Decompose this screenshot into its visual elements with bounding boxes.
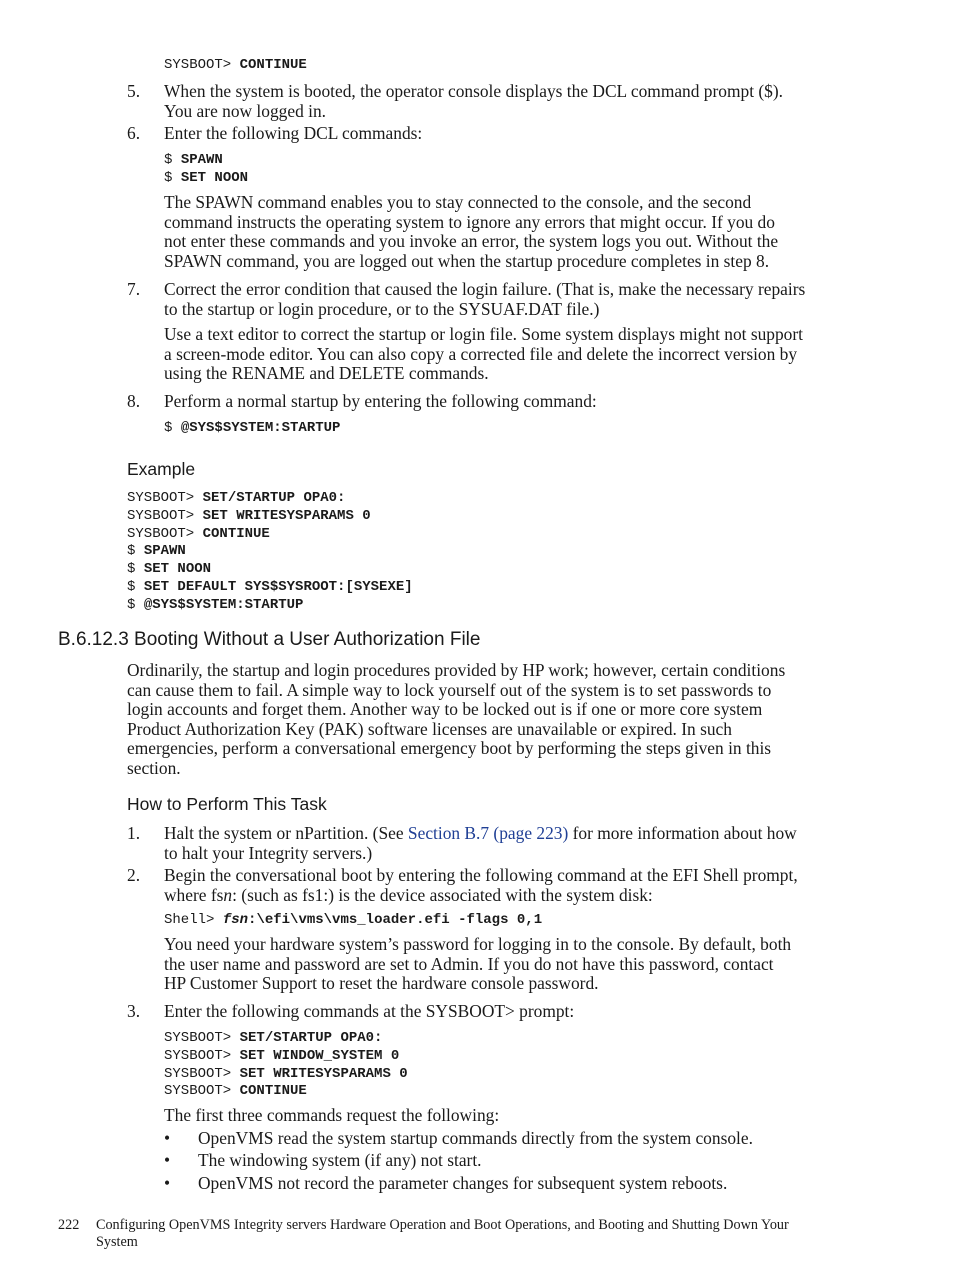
example-heading: Example [127,459,196,479]
command-prompt: SYSBOOT> [164,57,232,73]
code-block: $ @SYS$SYSTEM:STARTUP [164,420,341,436]
bullet-icon: • [164,1128,171,1148]
section-b7-link[interactable]: Section B.7 (page 223) [407,823,569,843]
step-number: 6. [127,123,141,143]
list-item: OpenVMS read the system startup commands directly from the system console. [198,1128,753,1148]
example-code-block: SYSBOOT> SET/STARTUP OPA0: SYSBOOT> SET WRITESYSPARAMS 0 SYSBOOT> CONTINUE $ SPAWN $ SET NOON $ SET DEFAULT SYS$SYSROOT:[SYSEXE] $ @SYS$SYSTEM:STARTUP [127,490,413,613]
step-number: 8. [127,391,141,411]
step-number: 1. [127,823,141,843]
bullet-icon: • [164,1150,171,1170]
code-block: Shell> fsn:\efi\vms\vms_loader.efi -flags 0,1 [164,912,543,928]
task-step-1-text: Halt the system or nPartition. (See Section B.7 (page 223) for more information about how to halt your Integrity servers.) [164,823,797,863]
step-number: 2. [127,865,141,885]
step-number: 7. [127,279,141,299]
top-command [164,57,307,75]
step-7-text: Correct the error condition that caused the login failure. (That is, make the necessary repairs to the startup or login procedure, or to the SYSUAF.DAT file.) [164,279,806,319]
step-8-text: Perform a normal startup by entering the following command: [164,391,597,411]
task-heading: How to Perform This Task [127,794,327,814]
step-7-paragraph: Use a text editor to correct the startup or login file. Some system displays might not support a screen-mode editor. You can also copy a corrected file and delete the incorrect version by using the RENAME and DELETE commands. [164,324,803,383]
list-item: The windowing system (if any) not start. [198,1150,482,1170]
step-number: 5. [127,81,141,101]
page-number: 222 [58,1217,80,1233]
task-step-3-after: The first three commands request the following: [164,1105,500,1125]
task-step-2-text: Begin the conversational boot by entering the following command at the EFI Shell prompt, where fsn: (such as fs1:) is the device associated with the system disk: [164,865,798,905]
task-step-2-paragraph: You need your hardware system’s password for logging in to the console. By default, both the user name and password are set to Admin. If you do not have this password, contact HP Customer Support to reset the hardware console password. [164,934,792,993]
code-block: $ SPAWN $ SET NOON [164,152,249,186]
bullet-icon: • [164,1173,171,1193]
step-6-paragraph: The SPAWN command enables you to stay connected to the console, and the second command instructs the operating system to ignore any errors that might occur. If you do not enter these commands and you invoke an error, the system logs you out. Without the SPAWN command, you are logged out when the startup procedure completes in step 8. [164,192,779,271]
section-title: B.6.12.3 Booting Without a User Authorization File [58,629,481,650]
command-text: CONTINUE [239,57,307,73]
task-step-3-text: Enter the following commands at the SYSBOOT> prompt: [164,1001,575,1021]
section-intro: Ordinarily, the startup and login procedures provided by HP work; however, certain conditions can cause them to fail. A simple way to lock yourself out of the system is to set passwords to login accounts and forget them. Another way to be locked out is if one or more core system Product Authorization Key (PAK) software licenses are unavailable or expired. In such emergencies, perform a conversational emergency boot by performing the steps given in this section. [127,660,786,778]
step-number: 3. [127,1001,141,1021]
code-block: SYSBOOT> SET/STARTUP OPA0: SYSBOOT> SET WINDOW_SYSTEM 0 SYSBOOT> SET WRITESYSPARAMS 0 SYSBOOT> CONTINUE [164,1030,408,1100]
running-footer: Configuring OpenVMS Integrity servers Hardware Operation and Boot Operations, and Booting and Shutting Down Your System [96,1217,789,1250]
step-6-text: Enter the following DCL commands: [164,123,423,143]
step-5-text: When the system is booted, the operator console displays the DCL command prompt ($). You are now logged in. [164,81,784,121]
list-item: OpenVMS not record the parameter changes for subsequent system reboots. [198,1173,728,1193]
